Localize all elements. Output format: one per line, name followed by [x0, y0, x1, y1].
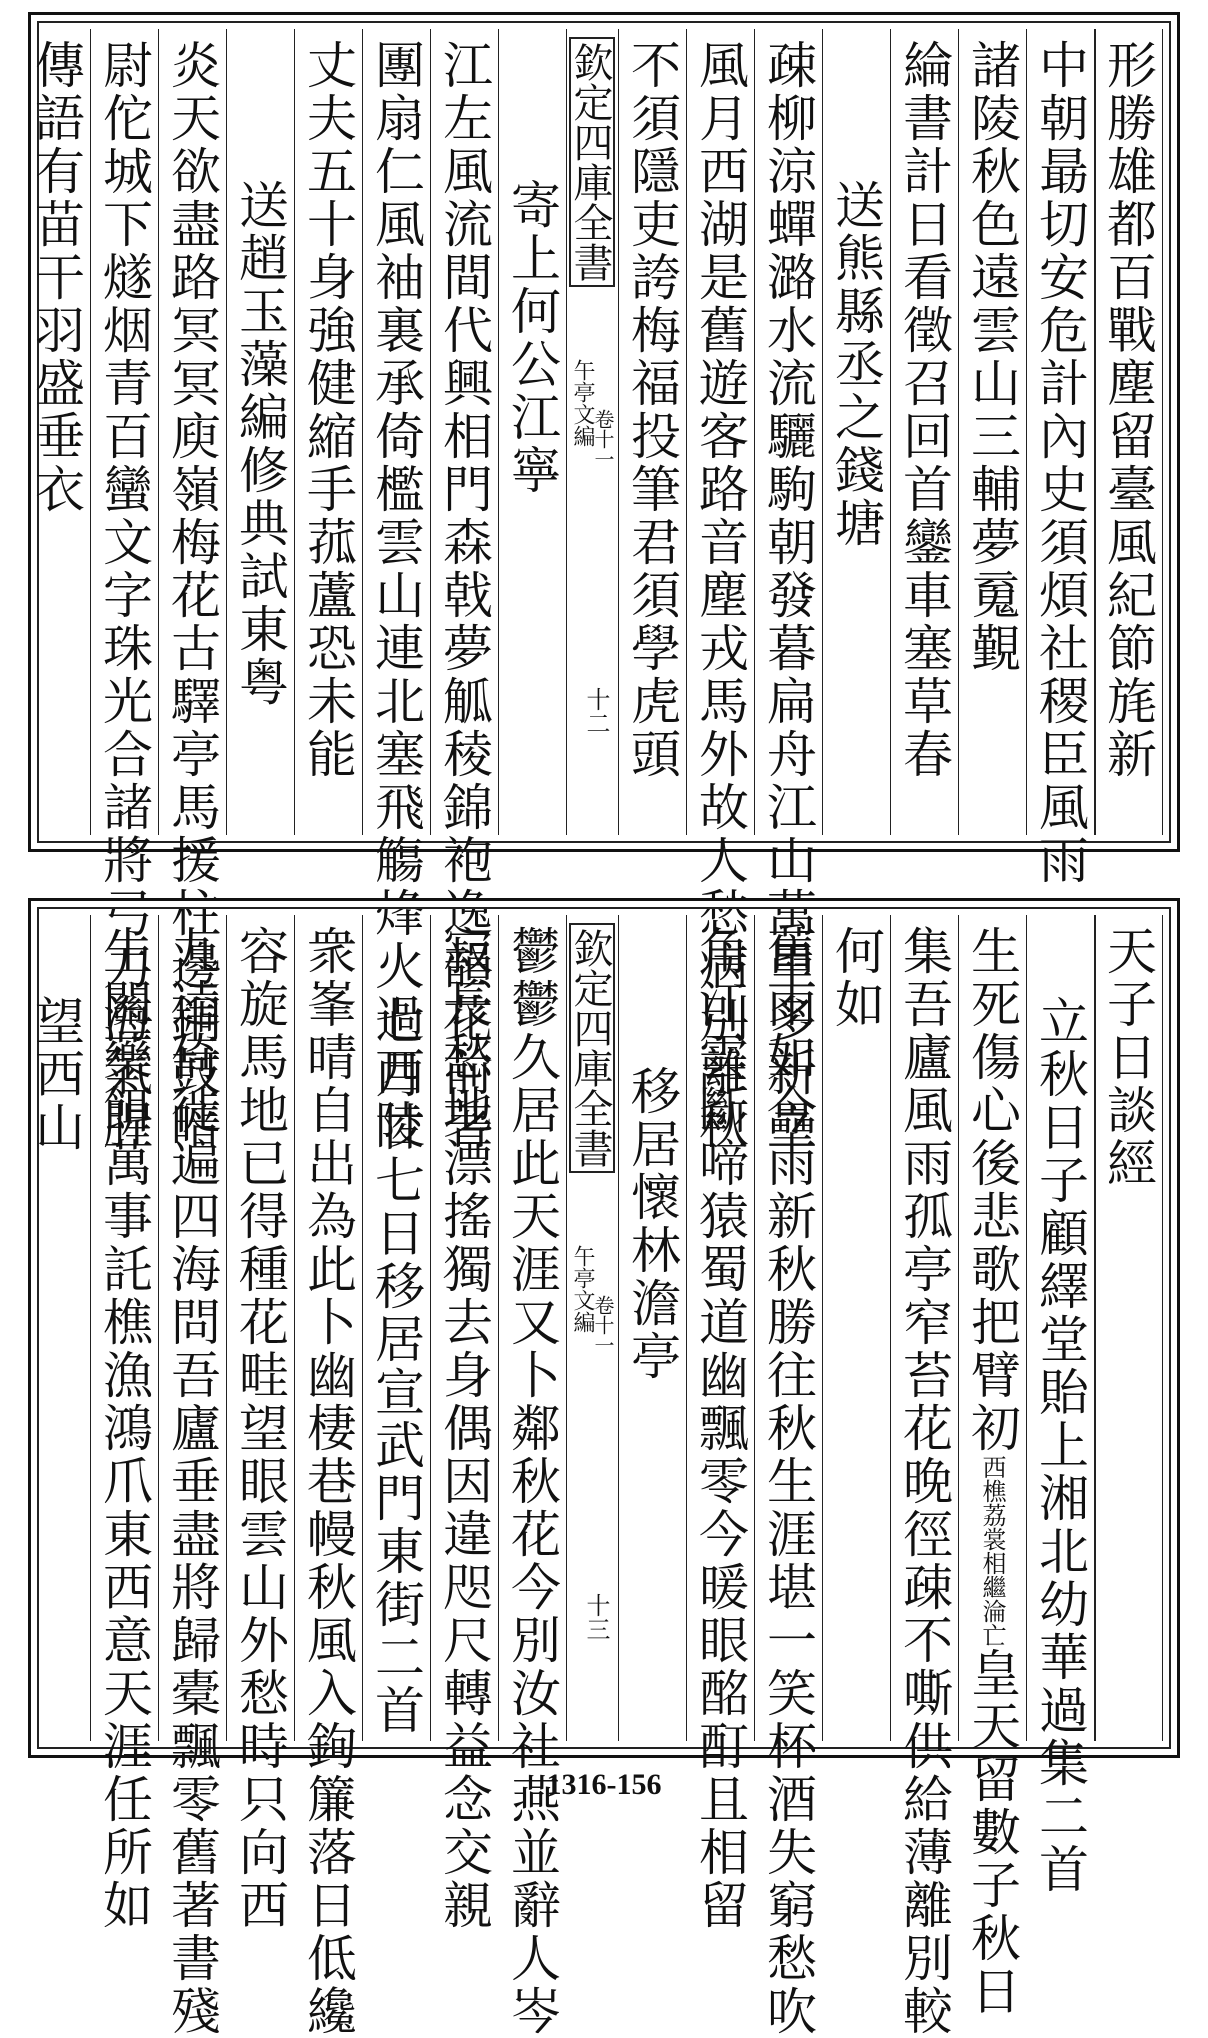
- page-code: 1316-156: [546, 1768, 662, 1801]
- text-column: 形勝雄都百戰塵留臺風紀節旄新: [1095, 29, 1163, 835]
- folio-number: 十二: [582, 687, 610, 735]
- text-column: 鬱鬱久居此天涯又卜鄰秋花今別汝社燕並辭人岑: [499, 915, 567, 1741]
- book-title: 欽定四庫全書: [569, 923, 615, 1173]
- collection-title: 午亭文編: [570, 1245, 595, 1333]
- poem-title: 送熊縣丞之錢塘: [823, 29, 891, 835]
- poem-title: 立秋日子顧繹堂貽上湘北幼華過集二首: [1027, 915, 1095, 1741]
- text-column: 九逵倚徙遍四海問吾廬垂盡將歸橐飄零舊著書殘: [159, 915, 227, 1741]
- text-column: 何如: [823, 915, 891, 1741]
- page-banner: [567, 915, 619, 1741]
- text-column: 綸書計日看徵召回首鑾車塞草春: [891, 29, 959, 835]
- text-column: 寂長愁地漂搖獨去身偶因違咫尺轉益念交親: [431, 915, 499, 1741]
- text-column: 衆峯晴自出為此卜幽棲巷幔秋風入鉤簾落日低纔: [295, 915, 363, 1741]
- text-column: 不須隱吏誇梅福投筆君須學虎頭: [619, 29, 687, 835]
- text-column: 丈夫五十身強健縮手菰蘆恐未能: [295, 29, 363, 835]
- text-column: 疎柳涼蟬潞水流驪駒朝發暮扁舟江山萬里多新壘: [755, 29, 823, 835]
- text-column: 炎天欲盡路冥冥庾嶺梅花古驛亭馬援柱邊銅鼓暗: [159, 29, 227, 835]
- text-column: 中朝朂切安危計內史須煩社稷臣風雨: [1027, 29, 1095, 835]
- poem-title: 移居懷林澹亭: [619, 915, 687, 1741]
- volume-label: 卷十一: [591, 1295, 615, 1355]
- text-column: 天子日談經: [1095, 915, 1163, 1741]
- text-column: 傳語有苗干羽盛垂衣: [45, 29, 91, 835]
- text-column: 風月西湖是舊遊客路音塵戎馬外故人愁病別離秋: [687, 29, 755, 835]
- text-column: 集吾廬風雨孤亭窄苔花晚徑疎不嘶供給薄離別較: [891, 915, 959, 1741]
- poem-title: 寄上何公江寧: [499, 29, 567, 835]
- text-column: 江左風流間代興相門森戟夢觚稜錦袍逸韻花前著: [431, 29, 499, 835]
- poem-title: 望西山: [45, 915, 91, 1741]
- book-title: 欽定四庫全書: [569, 37, 615, 287]
- poem-title: 七月廿七日移居宣武門東街二首: [363, 915, 431, 1741]
- text-column: 諸陵秋色遠雲山三輔夢䰟覲: [959, 29, 1027, 835]
- interlinear-note: 西樵荔裳相繼淪亡: [978, 1455, 1006, 1647]
- text-column: 尉佗城下燧烟青百蠻文字珠光合諸將弓刀海氣腥: [91, 29, 159, 835]
- text-column: 容旋馬地已得種花畦望眼雲山外愁時只向西: [227, 915, 295, 1741]
- poem-title: 送趙玉藻編修典試東粤: [227, 29, 295, 835]
- verse-text: 生死傷心後悲歌把臂初: [963, 925, 1021, 1455]
- collection-title: 午亭文編: [570, 359, 595, 447]
- text-column: [959, 915, 1027, 2018]
- text-column: 團扇仁風袖裏承倚檻雲山連北塞飛觴烽火過西陵: [363, 29, 431, 835]
- text-column: 生關藥餌萬事託樵漁鴻爪東西意天涯任所如: [91, 915, 159, 1741]
- text-column: 舊雨如今雨新秋勝往秋生涯堪一笑杯酒失窮愁吹: [755, 915, 823, 1741]
- page-banner: [567, 29, 619, 835]
- folio-number: 十三: [582, 1593, 610, 1641]
- verse-text: 皇天留數子秋日: [963, 1647, 1021, 2018]
- volume-label: 卷十一: [591, 409, 615, 469]
- text-column: 角江雲斷啼猿蜀道幽飄零今暖眼酩酊且相留: [687, 915, 755, 1741]
